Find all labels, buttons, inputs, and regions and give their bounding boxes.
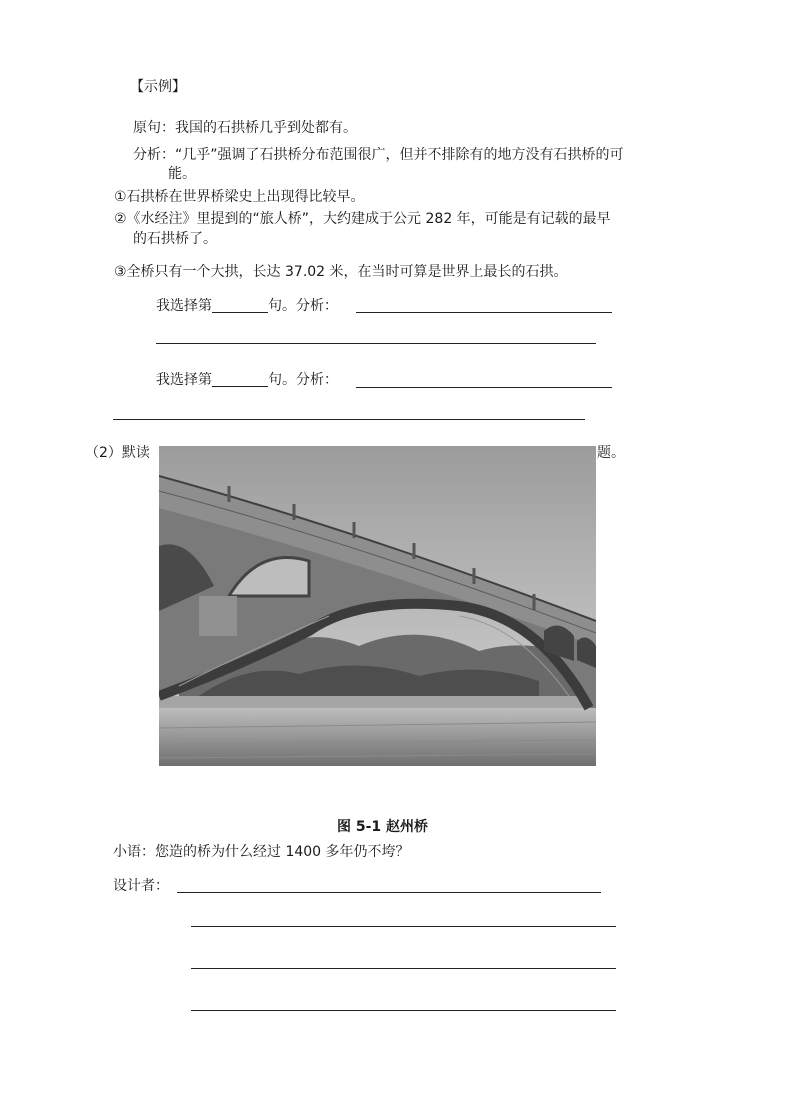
sentence-number-blank-1[interactable] xyxy=(212,298,268,313)
question-2-prefix: （2）默读 xyxy=(85,445,150,461)
sentence-2-line-2: 的石拱桥了。 xyxy=(133,231,217,247)
example-heading: 【示例】 xyxy=(130,79,186,95)
analysis-answer-line-1[interactable] xyxy=(356,312,612,313)
designer-answer-line-2[interactable] xyxy=(191,926,616,927)
designer-answer-line-4[interactable] xyxy=(191,1010,616,1011)
answer-row-1 xyxy=(156,297,338,315)
sentence-number-blank-2[interactable] xyxy=(212,372,268,387)
question-2-suffix: 题。 xyxy=(597,445,625,461)
analysis-line-1: 分析：“几乎”强调了石拱桥分布范围很广，但并不排除有的地方没有石拱桥的可 xyxy=(133,147,624,163)
analysis-answer-line-2[interactable] xyxy=(156,343,596,344)
analysis-answer-line-4[interactable] xyxy=(113,419,585,420)
designer-answer-line-3[interactable] xyxy=(191,968,616,969)
zhaozhou-bridge-photo xyxy=(159,446,596,766)
figure-caption: 图 5-1 赵州桥 xyxy=(337,819,429,835)
choose-prefix: 我选择第 xyxy=(156,372,212,388)
sentence-2-line-1: ②《水经注》里提到的“旅人桥”，大约建成于公元 282 年，可能是有记载的最早 xyxy=(114,211,611,227)
answer-row-2 xyxy=(156,371,338,389)
analysis-line-2: 能。 xyxy=(168,166,196,182)
xiaoyu-question: 小语：您造的桥为什么经过 1400 多年仍不垮？ xyxy=(113,844,410,860)
sentence-1: ①石拱桥在世界桥梁史上出现得比较早。 xyxy=(114,189,365,205)
original-sentence: 原句：我国的石拱桥几乎到处都有。 xyxy=(133,120,357,136)
designer-label: 设计者： xyxy=(113,878,169,894)
choose-suffix: 句。分析： xyxy=(268,298,338,314)
analysis-answer-line-3[interactable] xyxy=(356,387,612,388)
designer-answer-line-1[interactable] xyxy=(177,892,601,893)
choose-prefix: 我选择第 xyxy=(156,298,212,314)
sentence-3: ③全桥只有一个大拱，长达 37.02 米，在当时可算是世界上最长的石拱。 xyxy=(114,264,568,280)
choose-suffix: 句。分析： xyxy=(268,372,338,388)
